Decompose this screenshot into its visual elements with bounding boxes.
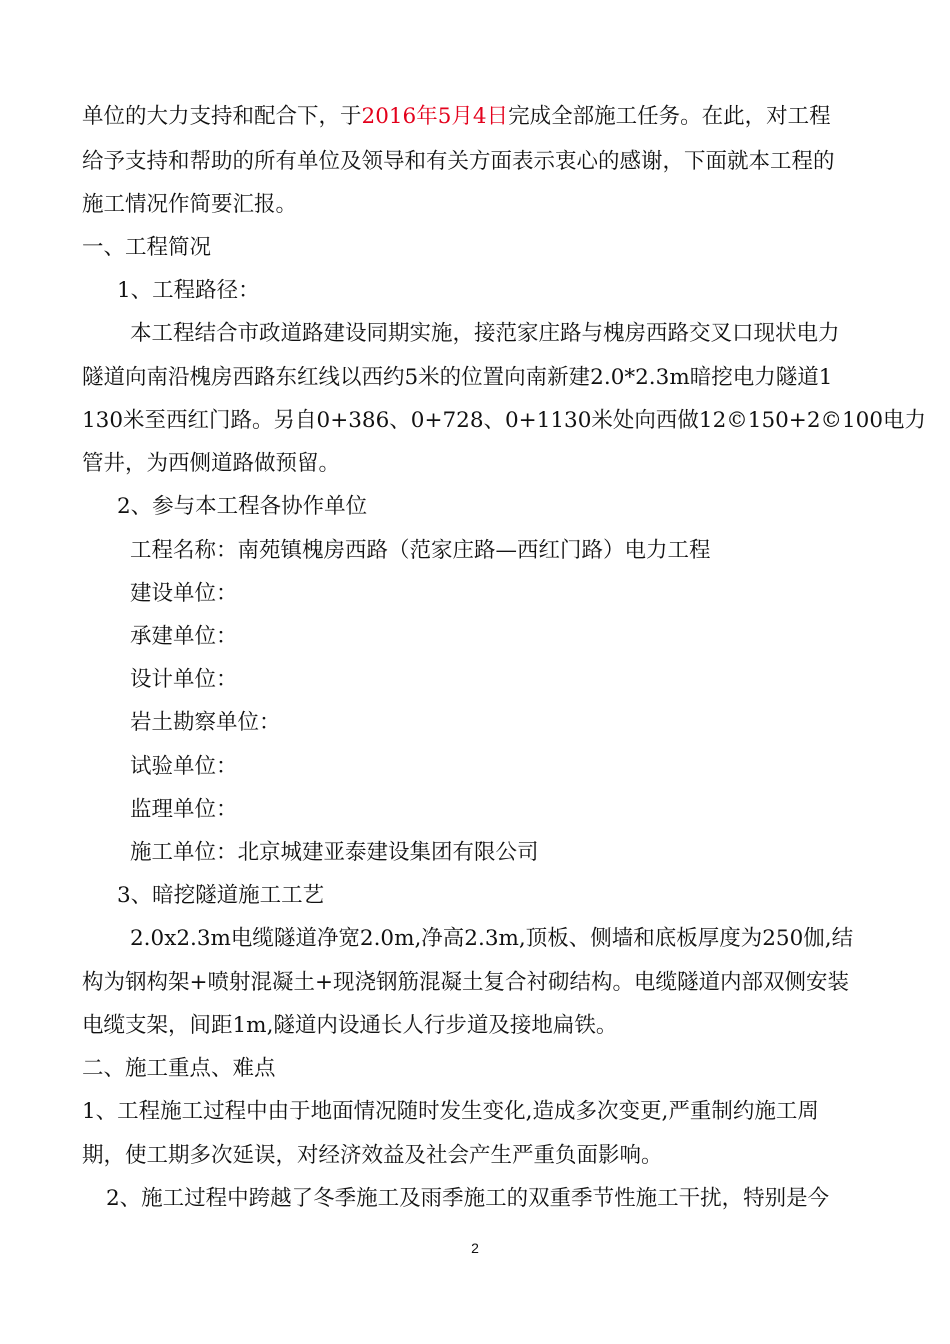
subsection-heading: 3、暗挖隧道施工工艺 <box>117 883 325 908</box>
list-item: 监理单位： <box>130 797 238 822</box>
paragraph-line <box>82 102 831 132</box>
paragraph-line: 电缆支架，间距1m,隧道内设通长人行步道及接地扁铁。 <box>82 1013 618 1038</box>
paragraph-line: 构为钢构架+喷射混凝土+现浇钢筋混凝土复合衬砌结构。电缆隧道内部双侧安装 <box>82 970 850 995</box>
paragraph-line: 1、工程施工过程中由于地面情况随时发生变化,造成多次变更,严重制约施工周 <box>82 1099 819 1124</box>
text: 单位的大力支持和配合下，于 <box>82 104 362 129</box>
paragraph-line: 130米至西红门路。另自0+386、0+728、0+1130米处向西做12©150+2©100电力 <box>82 408 927 433</box>
paragraph-line: 隧道向南沿槐房西路东红线以西约5米的位置向南新建2.0*2.3m暗挖电力隧道1 <box>82 365 833 390</box>
paragraph-line: 管井，为西侧道路做预留。 <box>82 451 341 476</box>
paragraph-line: 给予支持和帮助的所有单位及领导和有关方面表示衷心的感谢，下面就本工程的 <box>82 149 835 174</box>
subsection-heading: 2、参与本工程各协作单位 <box>117 494 368 519</box>
paragraph-line: 本工程结合市政道路建设同期实施，接范家庄路与槐房西路交叉口现状电力 <box>130 321 840 346</box>
section-heading: 一、工程简况 <box>82 235 212 260</box>
list-item: 施工单位：北京城建亚泰建设集团有限公司 <box>130 840 539 865</box>
list-item: 试验单位： <box>130 754 238 779</box>
paragraph-line: 2.0x2.3m电缆隧道净宽2.0m,净高2.3m,顶板、侧墙和底板厚度为250伽,结 <box>130 926 854 951</box>
paragraph-line: 2、施工过程中跨越了冬季施工及雨季施工的双重季节性施工干扰，特别是今 <box>106 1186 830 1211</box>
paragraph-line: 施工情况作简要汇报。 <box>82 192 298 217</box>
paragraph-line: 期，使工期多次延误，对经济效益及社会产生严重负面影响。 <box>82 1143 663 1168</box>
list-item: 岩土勘察单位： <box>130 710 281 735</box>
text: 完成全部施工任务。在此，对工程 <box>508 104 831 129</box>
page-number: 2 <box>471 1240 479 1256</box>
list-item: 承建单位： <box>130 624 238 649</box>
subsection-heading: 1、工程路径： <box>117 278 260 303</box>
list-item: 设计单位： <box>130 667 238 692</box>
list-item: 工程名称：南苑镇槐房西路（范家庄路—西红门路）电力工程 <box>130 538 711 563</box>
completion-date: 2016年5月4日 <box>361 104 509 129</box>
section-heading: 二、施工重点、难点 <box>82 1056 276 1081</box>
list-item: 建设单位： <box>130 581 238 606</box>
